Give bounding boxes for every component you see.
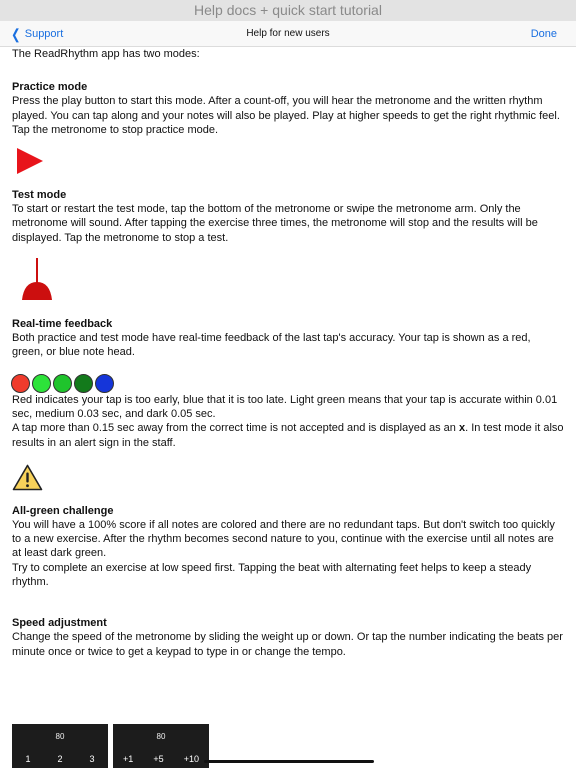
help-content xyxy=(12,47,564,659)
test-section xyxy=(12,188,564,302)
feedback-rejection-text xyxy=(12,421,564,450)
banner-text: Help docs + quick start tutorial xyxy=(194,2,382,18)
speed-heading: Speed adjustment xyxy=(12,617,107,630)
app-banner xyxy=(0,0,576,21)
keypad-key[interactable]: 2 xyxy=(57,754,63,764)
note-dot-red xyxy=(11,374,30,393)
green-tip: Try to complete an exercise at low speed first. Tapping the beat with alternating feet helps to keep a steady rhythm. xyxy=(12,561,532,589)
feedback-colors-text: Red indicates your tap is too early, blue that it is too late. Light green means that your tap is accurate within 0.01 sec, medium 0.03 sec, and dark 0.05 sec. xyxy=(12,393,558,420)
keypad-keys xyxy=(113,754,209,764)
page-title: Help for new users xyxy=(246,28,330,39)
green-challenge-section xyxy=(12,504,564,589)
keypad-key[interactable]: +10 xyxy=(183,754,199,764)
keypad-tempo-value: 80 xyxy=(55,732,65,741)
note-color-dots xyxy=(11,374,564,393)
test-heading: Test mode xyxy=(12,189,67,202)
feedback-section xyxy=(12,317,564,491)
speed-body: Change the speed of the metronome by sliding the weight up or down. Or tap the number indicating the beats per minute once or twice to get a keypad to type in or change the tempo. xyxy=(12,631,563,658)
rejection-text-end: . In test mode it also results in an alert sign in the staff. xyxy=(12,422,564,449)
back-label: Support xyxy=(24,28,64,40)
practice-section xyxy=(12,80,564,174)
play-icon xyxy=(17,148,43,174)
chevron-left-icon: ❮ xyxy=(11,26,21,42)
keypad-key[interactable]: +1 xyxy=(123,754,134,764)
feedback-heading: Real-time feedback xyxy=(12,318,113,331)
rejection-text-start: A tap more than 0.15 sec away from the correct time is not accepted and is displayed as an xyxy=(12,422,459,435)
metronome-icon xyxy=(20,258,54,302)
keypad-tempo-value: 80 xyxy=(156,732,166,741)
home-indicator xyxy=(204,760,374,763)
number-keypad xyxy=(12,724,108,768)
test-body: To start or restart the test mode, tap the bottom of the metronome or swipe the metronome arm. Only the metronome will sound. After tapping the exercise three times, the metronome will stop and the results will be displayed. Tap the metronome to stop a test. xyxy=(12,203,538,244)
navigation-bar xyxy=(0,21,576,47)
keypad-key[interactable]: +5 xyxy=(153,754,164,764)
keypad-key[interactable]: 3 xyxy=(89,754,95,764)
practice-body: Press the play button to start this mode. After a count-off, you will hear the metronome and the written rhythm played. You can tap along and your notes will also be played. Play at higher speeds to get the right rhythmic feel. Tap the metronome to stop practice mode. xyxy=(12,95,560,136)
intro-text: The ReadRhythm app has two modes: xyxy=(12,48,200,60)
speed-section xyxy=(12,616,564,659)
keypad-key[interactable]: 1 xyxy=(25,754,31,764)
done-button[interactable]: Done xyxy=(530,28,557,40)
warning-icon xyxy=(12,464,43,491)
note-dot-blue xyxy=(95,374,114,393)
note-dot-dark-green xyxy=(74,374,93,393)
increment-keypad xyxy=(113,724,209,768)
note-dot-light-green xyxy=(32,374,51,393)
green-heading: All-green challenge xyxy=(12,504,114,517)
green-body: You will have a 100% score if all notes are colored and there are no redundant taps. But don't switch too quickly to a new exercise. After the rhythm becomes second nature to you, continue with the exercise until all notes are at least dark green. xyxy=(12,518,555,560)
keypad-keys xyxy=(12,754,108,764)
keypad-previews xyxy=(12,724,209,768)
practice-heading: Practice mode xyxy=(12,81,88,94)
rejection-text-x: x xyxy=(458,422,466,435)
note-dot-medium-green xyxy=(53,374,72,393)
feedback-body: Both practice and test mode have real-time feedback of the last tap's accuracy. Your tap is shown as a red, green, or blue note head. xyxy=(12,332,531,359)
